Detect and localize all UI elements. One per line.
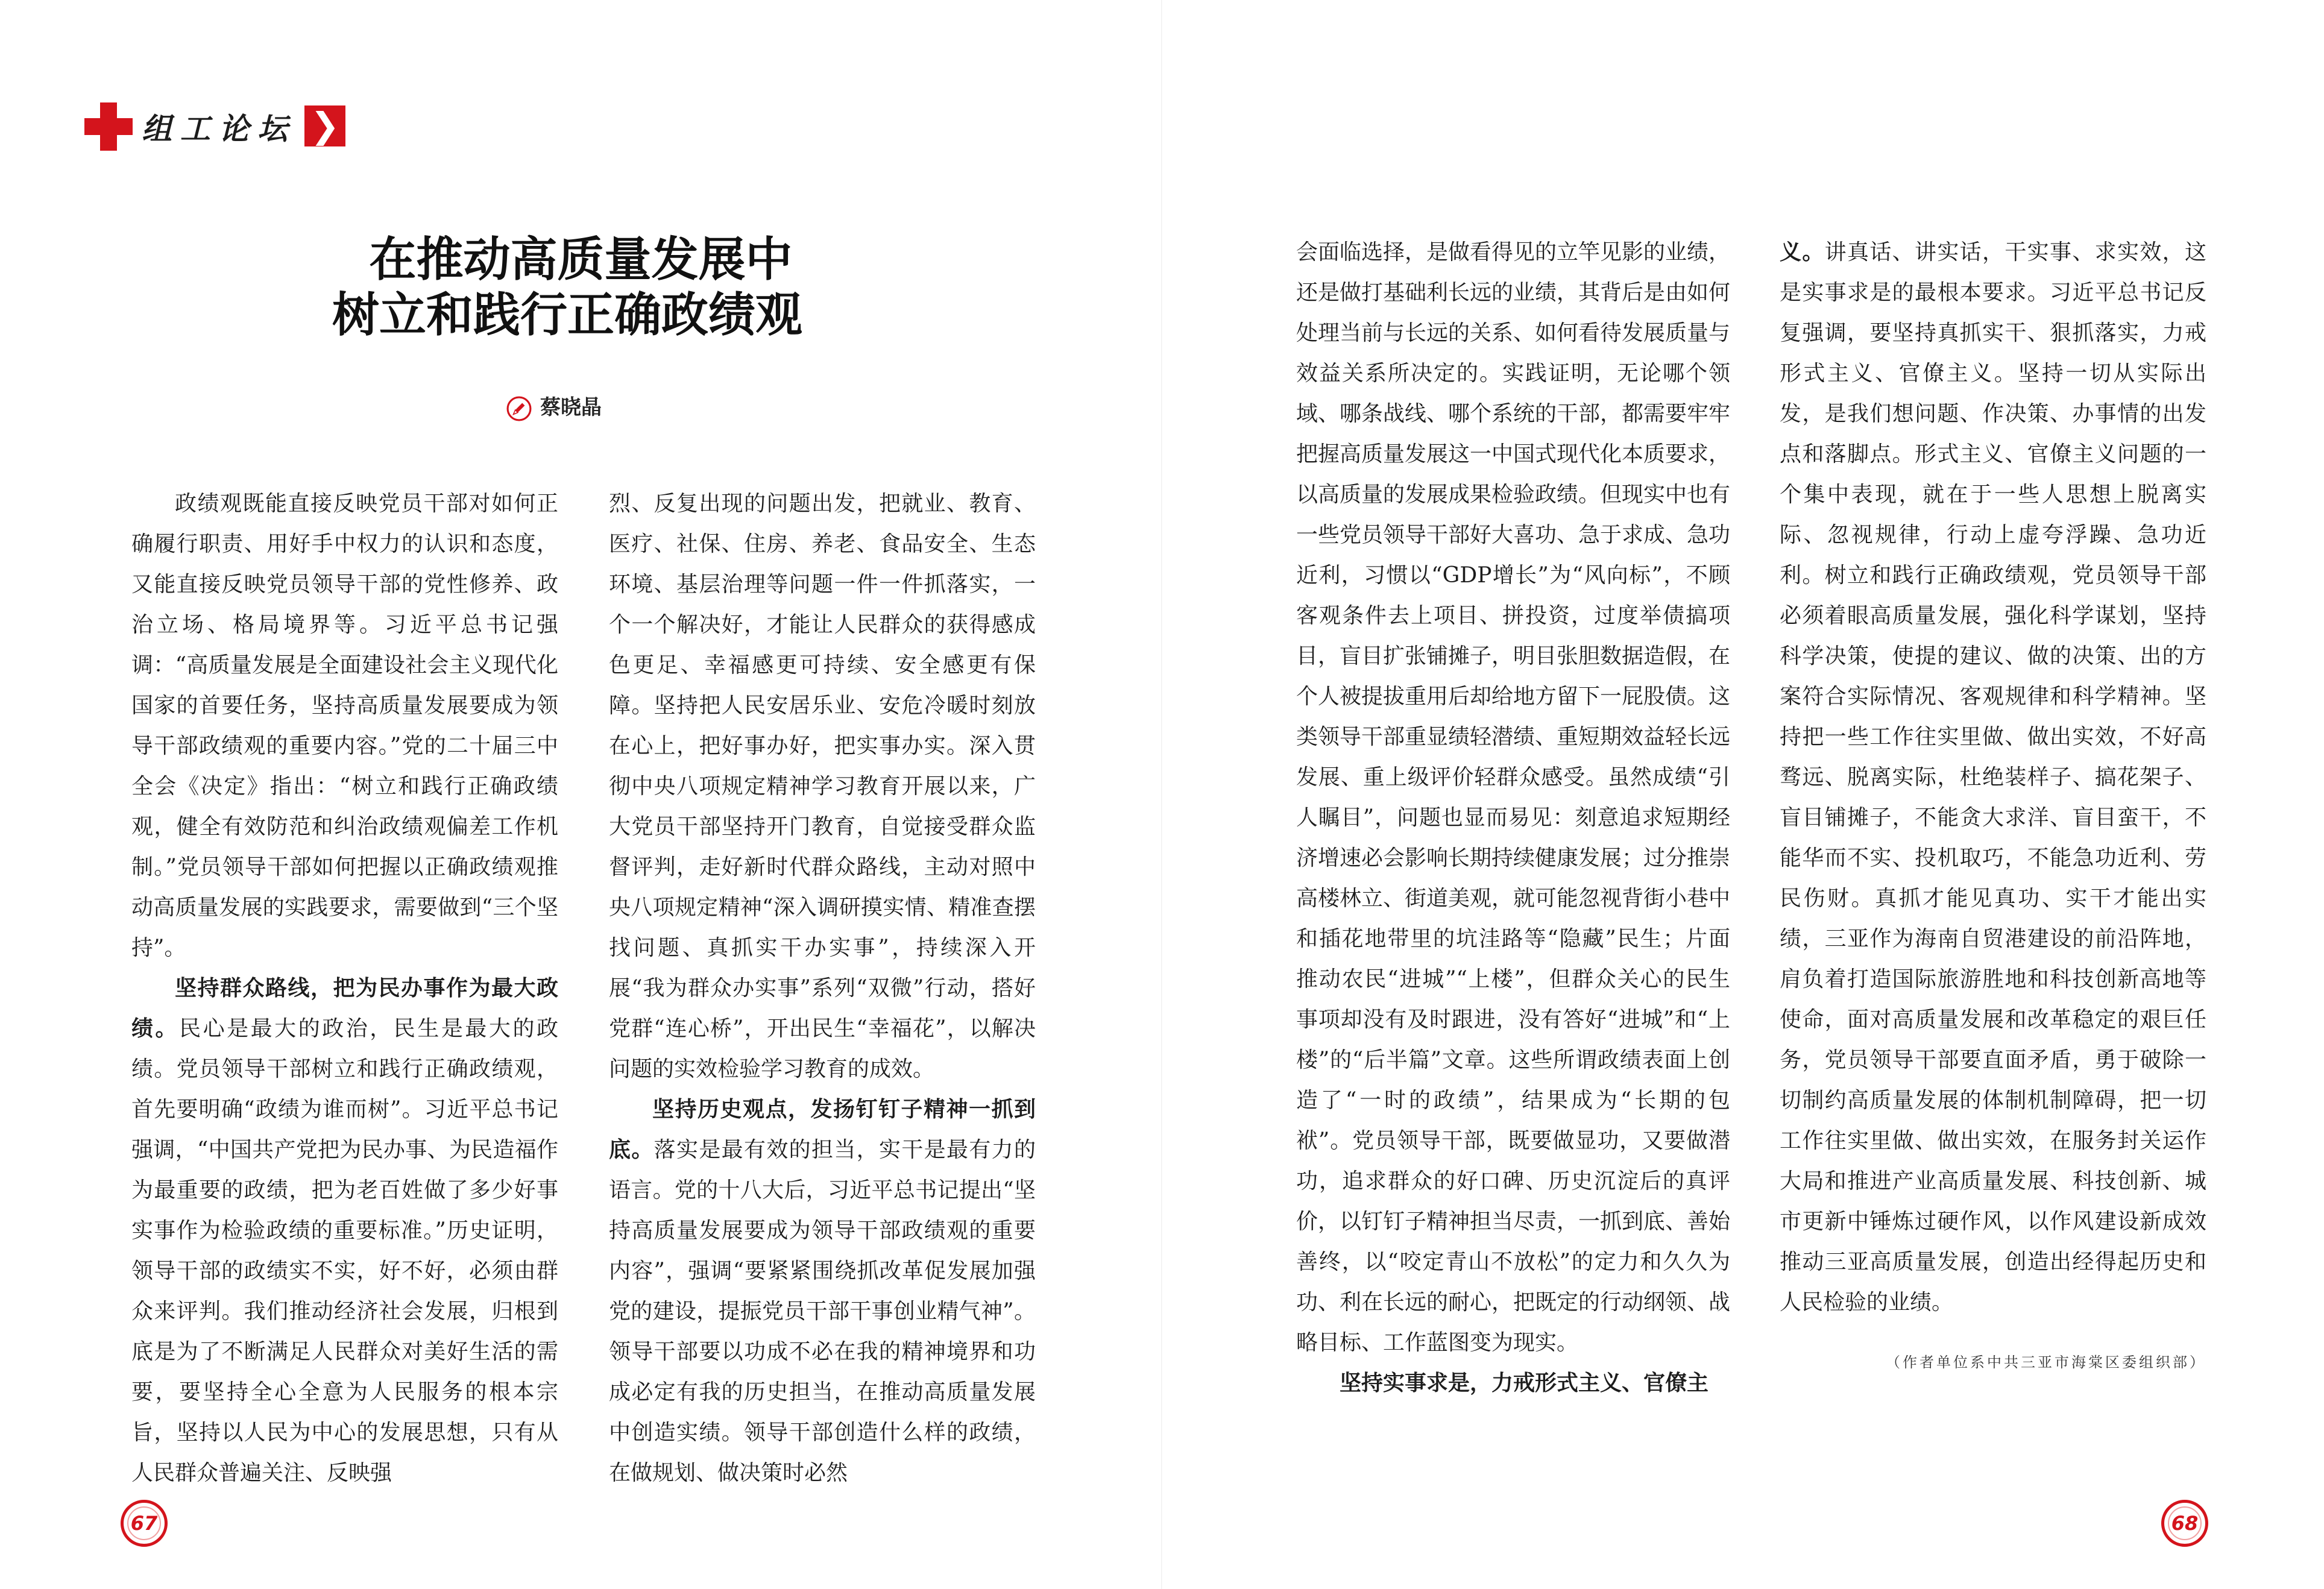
column-header (84, 102, 344, 151)
page-number-right: 68 (2161, 1500, 2208, 1547)
section-heading: 坚持实事求是，力戒形式主义、官僚主 (1340, 1371, 1709, 1395)
red-cross-blocks-icon (84, 102, 133, 151)
byline (506, 391, 602, 427)
section-heading: 坚持历史观点，发扬钉钉子精神一抓到底。 (609, 1097, 1036, 1162)
article-title (0, 232, 1162, 343)
page-number-left: 67 (121, 1500, 168, 1547)
text-column-2 (609, 483, 1036, 1493)
chevron-right-icon: ❯ (304, 105, 345, 146)
paragraph (609, 1089, 1036, 1493)
author-affiliation: （作者单位系中共三亚市海棠区委组织部） (1886, 1354, 2206, 1371)
text-column-3 (1296, 232, 1730, 1403)
paragraph-text: 讲真话、讲实话，干实事、求实效，这是实事求是的最根本要求。习近平总书记反复强调，要坚持真抓实干、狠抓落实，力戒形式主义、官僚主义。坚持一切从实际出发，是我们想问题、作决策、办事情的出发点和落脚点。形式主义、官僚主义问题的一个集中表现，就在于一些人思想上脱离实际、忽视规律，行动上虚夸浮躁、急功近利。树立和践行正确政绩观，党员领导干部必须着眼高质量发展，强化科学谋划，坚持科学决策，使提的建议、做的决策、出的方案符合实际情况、客观规律和科学精神。坚持把一些工作往实里做、做出实效，不好高骛远、脱离实际，杜绝装样子、搞花架子、盲目铺摊子，不能贪大求洋、盲目蛮干，不能华而不实、投机取巧，不能急功近利、劳民伤财。真抓才能见真功、实干才能出实绩，三亚作为海南自贸港建设的前沿阵地，肩负着打造国际旅游胜地和科技创新高地等使命，面对高质量发展和改革稳定的艰巨任务，党员领导干部要直面矛盾，勇于破除一切制约高质量发展的体制机制障碍，把一切工作往实里做、做出实效，在服务封关运作大局和推进产业高质量发展、科技创新、城市更新中锤炼过硬作风，以作风建设新成效推动三亚高质量发展，创造出经得起历史和人民检验的业绩。 (1780, 240, 2206, 1315)
paragraph: 烈、反复出现的问题出发，把就业、教育、医疗、社保、住房、养老、食品安全、生态环境、基层治理等问题一件一件抓落实，一个一个解决好，才能让人民群众的获得感成色更足、幸福感更可持续、安全感更有保障。坚持把人民安居乐业、安危冷暖时刻放在心上，把好事办好，把实事办实。深入贯彻中央八项规定精神学习教育开展以来，广大党员干部坚持开门教育，自觉接受群众监督评判，走好新时代群众路线，主动对照中央八项规定精神“深入调研摸实情、精准查摆找问题、真抓实干办实事”，持续深入开展“我为群众办实事”系列“双微”行动，搭好党群“连心桥”，开出民生“幸福花”，以解决问题的实效检验学习教育的成效。 (609, 491, 1036, 1081)
column-title: 组工论坛 (142, 112, 296, 146)
section-heading: 义。 (1780, 240, 1825, 265)
title-line-2: 树立和践行正确政绩观 (332, 288, 802, 342)
author-name: 蔡晓晶 (540, 395, 602, 420)
paragraph (1780, 232, 2206, 1323)
section-heading: 坚持群众路线，把为民办事作为最大政绩。 (131, 976, 558, 1041)
paragraph: 政绩观既能直接反映党员干部对如何正确履行职责、用好手中权力的认识和态度，又能直接反映党员领导干部的党性修养、政治立场、格局境界等。习近平总书记强调：“高质量发展是全面建设社会主义现代化国家的首要任务，坚持高质量发展要成为领导干部政绩观的重要内容。”党的二十届三中全会《决定》指出：“树立和践行正确政绩观，健全有效防范和纠治政绩观偏差工作机制。”党员领导干部如何把握以正确政绩观推动高质量发展的实践要求，需要做到“三个坚持”。 (131, 491, 558, 960)
pen-icon (506, 396, 532, 421)
paragraph-text: 民心是最大的政治，民生是最大的政绩。党员领导干部树立和践行正确政绩观，首先要明确“政绩为谁而树”。习近平总书记强调，“中国共产党把为民办事、为民造福作为最重要的政绩，把为老百姓做了多少好事实事作为检验政绩的重要标准。”历史证明，领导干部的政绩实不实，好不好，必须由群众来评判。我们推动经济社会发展，归根到底是为了不断满足人民群众对美好生活的需要，要坚持全心全意为人民服务的根本宗旨，坚持以人民为中心的发展思想，只有从人民群众普遍关注、反映强 (131, 1016, 558, 1485)
text-column-4 (1780, 232, 2206, 1323)
paragraph (131, 968, 558, 1493)
text-column-1 (131, 483, 558, 1493)
paragraph: 会面临选择，是做看得见的立竿见影的业绩，还是做打基础利长远的业绩，其背后是由如何处理当前与长远的关系、如何看待发展质量与效益关系所决定的。实践证明，无论哪个领域、哪条战线、哪个系统的干部，都需要牢牢把握高质量发展这一中国式现代化本质要求，以高质量的发展成果检验政绩。但现实中也有一些党员领导干部好大喜功、急于求成、急功近利，习惯以“GDP增长”为“风向标”，不顾客观条件去上项目、拼投资，过度举债搞项目，盲目扩张铺摊子，明目张胆数据造假，在个人被提拔重用后却给地方留下一屁股债。这类领导干部重显绩轻潜绩、重短期效益轻长远发展、重上级评价轻群众感受。虽然成绩“引人瞩目”，问题也显而易见：刻意追求短期经济增速必会影响长期持续健康发展；过分推崇高楼林立、街道美观，就可能忽视背街小巷中和插花地带里的坑洼路等“隐藏”民生；片面推动农民“进城”“上楼”，但群众关心的民生事项却没有及时跟进，没有答好“进城”和“上楼”的“后半篇”文章。这些所谓政绩表面上创造了“一时的政绩”，结果成为“长期的包袱”。党员领导干部，既要做显功，又要做潜功，追求群众的好口碑、历史沉淀后的真评价，以钉钉子精神担当尽责，一抓到底、善始善终，以“咬定青山不放松”的定力和久久为功、利在长远的耐心，把既定的行动纲领、战略目标、工作蓝图变为现实。 (1296, 240, 1731, 1355)
paragraph-text: 落实是最有效的担当，实干是最有力的语言。党的十八大后，习近平总书记提出“坚持高质量发展要成为领导干部政绩观的重要内容”，强调“要紧紧围绕抓改革促发展加强党的建设，提振党员干部干事创业精气神”。领导干部要以功成不必在我的精神境界和功成必定有我的历史担当，在推动高质量发展中创造实绩。领导干部创造什么样的政绩，在做规划、做决策时必然 (609, 1137, 1036, 1485)
paragraph (1296, 1363, 1730, 1403)
title-line-1: 在推动高质量发展中 (369, 233, 793, 287)
